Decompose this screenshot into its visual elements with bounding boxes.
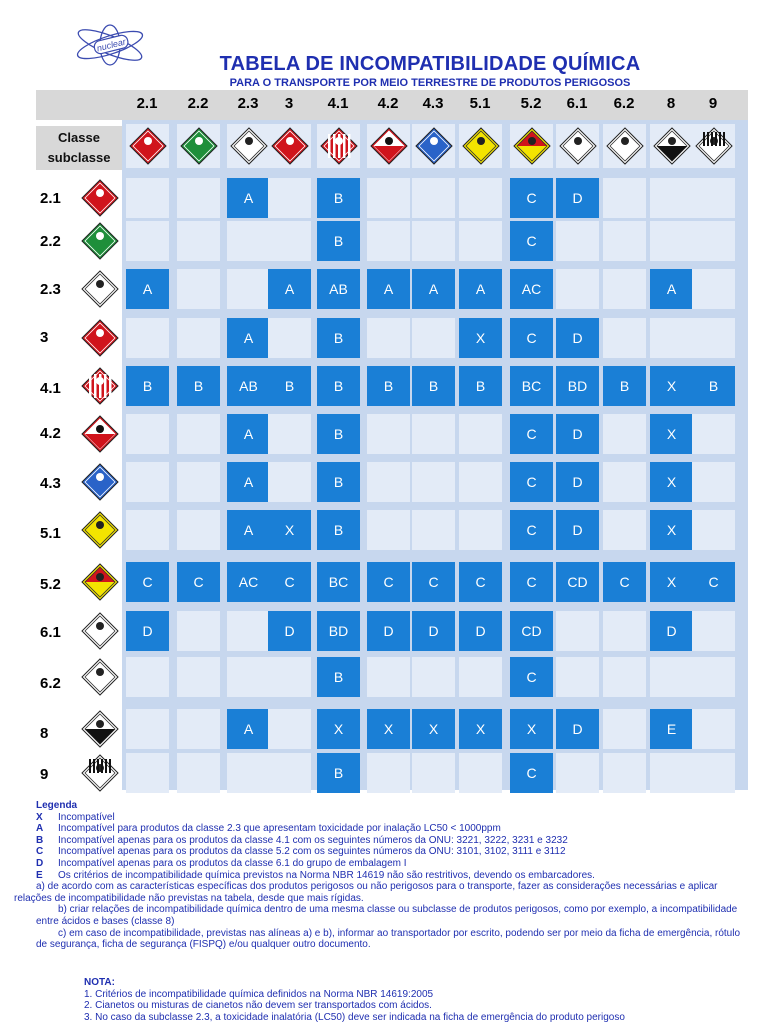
- matrix-cell-6.2-4.2: [367, 657, 410, 697]
- placard-cell-2.1: [126, 124, 169, 168]
- matrix-cell-9-2.2: [177, 753, 220, 793]
- page-subtitle: PARA O TRANSPORTE POR MEIO TERRESTRE DE PRODUTOS PERIGOSOS: [229, 77, 631, 89]
- matrix-cell-9-4.1: B: [317, 753, 360, 793]
- matrix-cell-4.2-4.1: B: [317, 414, 360, 454]
- row-label-text: 6.2: [40, 675, 61, 692]
- row-placard-2.1: [78, 178, 122, 218]
- matrix-cell-5.1-2.1: [126, 510, 169, 550]
- matrix-cell-2.3-2.3: [227, 269, 270, 309]
- matrix-cell-5.1-9: [692, 510, 735, 550]
- matrix-cell-5.1-6.1: D: [556, 510, 599, 550]
- row-label-2.2: [36, 221, 78, 261]
- matrix-cell-2.1-5.2: C: [510, 178, 553, 218]
- legend-item-c: [36, 846, 748, 858]
- matrix-cell-9-4.3: [412, 753, 455, 793]
- row-placard-4.3: [78, 462, 122, 502]
- placard-cell-5.2: [510, 124, 553, 168]
- matrix-cell-2.2-6.2: [603, 221, 646, 261]
- hazard-placard-icon: [652, 126, 692, 166]
- matrix-cell-2.2-2.2: [177, 221, 220, 261]
- row-label-9: [36, 753, 78, 793]
- matrix-cell-6.2-3: [268, 657, 311, 697]
- matrix-cell-4.1-2.3: AB: [227, 366, 270, 406]
- matrix-cell-4.1-4.3: B: [412, 366, 455, 406]
- column-header-5.1: 5.1: [469, 95, 491, 112]
- hazard-placard-icon: [80, 510, 120, 550]
- hazard-placard-icon: [80, 318, 120, 358]
- matrix-cell-5.1-5.2: C: [510, 510, 553, 550]
- column-header-bar: [36, 90, 748, 120]
- row-placard-6.1: [78, 611, 122, 651]
- page-title: TABELA DE INCOMPATIBILIDADE QUÍMICA: [219, 53, 641, 75]
- row-placard-4.2: [78, 414, 122, 454]
- legend-text: Incompatível apenas para os produtos da classe 4.1 com os seguintes números da ONU: 3221, 3222, 3231 e 3232: [58, 834, 568, 846]
- matrix-cell-9-4.2: [367, 753, 410, 793]
- row-label-5.1: [36, 510, 78, 550]
- matrix-cell-9-6.1: [556, 753, 599, 793]
- row-placard-2.2: [78, 221, 122, 261]
- row-label-text: 6.1: [40, 624, 61, 641]
- legend-key: A: [36, 823, 44, 835]
- hazard-placard-icon: [512, 126, 552, 166]
- matrix-cell-6.1-2.2: [177, 611, 220, 651]
- row-label-2.3: [36, 269, 78, 309]
- matrix-cell-3-6.2: [603, 318, 646, 358]
- row-label-4.3: [36, 462, 78, 502]
- matrix-cell-6.2-9: [692, 657, 735, 697]
- row-label-3: [36, 318, 78, 358]
- matrix-cell-4.2-2.2: [177, 414, 220, 454]
- row-label-4.2: [36, 414, 78, 454]
- legend-text: Incompatível apenas para os produtos da classe 5.2 com os seguintes números da ONU: 3101, 3102, 3111 e 3112: [58, 846, 566, 858]
- hazard-placard-icon: [80, 462, 120, 502]
- logo-text: nuclear: [95, 36, 127, 54]
- matrix-cell-9-3: [268, 753, 311, 793]
- legend-title: Legenda: [36, 800, 78, 811]
- row-placard-4.1: [78, 366, 122, 406]
- matrix-cell-5.2-9: C: [692, 562, 735, 602]
- matrix-cell-2.1-6.1: D: [556, 178, 599, 218]
- matrix-cell-9-5.1: [459, 753, 502, 793]
- matrix-cell-2.2-3: [268, 221, 311, 261]
- matrix-cell-5.2-2.2: C: [177, 562, 220, 602]
- placard-cell-4.2: [367, 124, 410, 168]
- legend-key: C: [36, 846, 44, 858]
- row-placard-2.3: [78, 269, 122, 309]
- matrix-cell-5.2-8: X: [650, 562, 693, 602]
- matrix-cell-4.2-4.2: [367, 414, 410, 454]
- corner-label: [36, 126, 122, 170]
- matrix-cell-2.2-2.3: [227, 221, 270, 261]
- legend-text: Incompatível: [58, 811, 115, 823]
- matrix-cell-2.1-2.3: A: [227, 178, 270, 218]
- hazard-placard-icon: [694, 126, 734, 166]
- matrix-cell-2.1-4.3: [412, 178, 455, 218]
- hazard-placard-icon: [414, 126, 454, 166]
- matrix-cell-3-3: [268, 318, 311, 358]
- hazard-placard-icon: [80, 366, 120, 406]
- placard-cell-4.3: [412, 124, 455, 168]
- matrix-cell-6.2-8: [650, 657, 693, 697]
- row-placard-6.2: [78, 657, 122, 697]
- matrix-cell-9-8: [650, 753, 693, 793]
- hazard-placard-icon: [179, 126, 219, 166]
- hazard-placard-icon: [80, 221, 120, 261]
- matrix-cell-2.2-5.2: C: [510, 221, 553, 261]
- incompatibility-grid: [122, 120, 748, 790]
- legend-key: X: [36, 811, 43, 823]
- row-label-text: 5.2: [40, 576, 61, 593]
- matrix-cell-4.2-6.2: [603, 414, 646, 454]
- matrix-cell-2.3-3: A: [268, 269, 311, 309]
- nuclear-logo: [72, 22, 148, 68]
- matrix-cell-2.2-5.1: [459, 221, 502, 261]
- matrix-cell-4.3-2.1: [126, 462, 169, 502]
- row-label-text: 4.2: [40, 425, 61, 442]
- nota-item: 1. Critérios de incompatibilidade química definidos na Norma NBR 14619:2005: [84, 988, 434, 1000]
- matrix-cell-6.2-4.1: B: [317, 657, 360, 697]
- placard-cell-9: [692, 124, 735, 168]
- matrix-cell-3-9: [692, 318, 735, 358]
- matrix-cell-5.1-4.1: B: [317, 510, 360, 550]
- matrix-cell-4.2-3: [268, 414, 311, 454]
- row-label-8: [36, 709, 78, 749]
- corner-label-line2: subclasse: [47, 150, 111, 165]
- matrix-cell-4.3-2.3: A: [227, 462, 270, 502]
- matrix-cell-2.2-9: [692, 221, 735, 261]
- matrix-cell-8-2.1: [126, 709, 169, 749]
- matrix-cell-6.2-5.1: [459, 657, 502, 697]
- matrix-cell-6.2-2.2: [177, 657, 220, 697]
- matrix-cell-5.2-6.1: CD: [556, 562, 599, 602]
- nota-item: 2. Cianetos ou misturas de cianetos não devem ser transportados com ácidos.: [84, 1000, 432, 1012]
- matrix-cell-4.1-4.1: B: [317, 366, 360, 406]
- matrix-cell-3-4.1: B: [317, 318, 360, 358]
- legend-key: E: [36, 869, 43, 881]
- matrix-cell-5.2-2.1: C: [126, 562, 169, 602]
- matrix-cell-2.2-4.1: B: [317, 221, 360, 261]
- matrix-cell-8-2.2: [177, 709, 220, 749]
- column-header-6.1: 6.1: [566, 95, 588, 112]
- matrix-cell-3-5.2: C: [510, 318, 553, 358]
- placard-cell-3: [268, 124, 311, 168]
- row-placard-5.1: [78, 510, 122, 550]
- matrix-cell-2.1-2.1: [126, 178, 169, 218]
- matrix-cell-5.2-3: C: [268, 562, 311, 602]
- matrix-cell-2.3-5.1: A: [459, 269, 502, 309]
- matrix-cell-6.1-5.1: D: [459, 611, 502, 651]
- hazard-placard-icon: [80, 178, 120, 218]
- matrix-cell-6.1-5.2: CD: [510, 611, 553, 651]
- legend-item-e: [36, 870, 748, 882]
- nota-item: 3. No caso da subclasse 2.3, a toxicidade inalatória (LC50) deve ser indicada na ficha de emergência do produto perigoso: [84, 1011, 625, 1023]
- matrix-cell-4.3-4.3: [412, 462, 455, 502]
- row-placard-8: [78, 709, 122, 749]
- matrix-cell-6.1-4.1: BD: [317, 611, 360, 651]
- matrix-cell-9-2.1: [126, 753, 169, 793]
- matrix-cell-3-8: [650, 318, 693, 358]
- matrix-cell-5.1-4.3: [412, 510, 455, 550]
- matrix-cell-3-2.2: [177, 318, 220, 358]
- row-label-2.1: [36, 178, 78, 218]
- column-header-4.3: 4.3: [422, 95, 444, 112]
- matrix-cell-2.3-5.2: AC: [510, 269, 553, 309]
- legend-key: D: [36, 857, 44, 869]
- matrix-cell-2.3-9: [692, 269, 735, 309]
- matrix-cell-6.1-8: D: [650, 611, 693, 651]
- matrix-cell-6.2-2.3: [227, 657, 270, 697]
- column-header-5.2: 5.2: [520, 95, 542, 112]
- hazard-placard-icon: [229, 126, 269, 166]
- column-header-6.2: 6.2: [613, 95, 635, 112]
- matrix-cell-6.2-6.2: [603, 657, 646, 697]
- placard-cell-2.2: [177, 124, 220, 168]
- matrix-cell-4.1-3: B: [268, 366, 311, 406]
- row-label-text: 2.3: [40, 281, 61, 298]
- matrix-cell-5.2-4.1: BC: [317, 562, 360, 602]
- matrix-cell-6.1-4.3: D: [412, 611, 455, 651]
- matrix-cell-8-9: [692, 709, 735, 749]
- matrix-cell-2.2-4.2: [367, 221, 410, 261]
- legend: [14, 800, 748, 951]
- hazard-placard-icon: [80, 611, 120, 651]
- matrix-cell-5.1-6.2: [603, 510, 646, 550]
- hazard-placard-icon: [558, 126, 598, 166]
- matrix-cell-3-2.1: [126, 318, 169, 358]
- hazard-placard-icon: [80, 562, 120, 602]
- hazard-placard-icon: [319, 126, 359, 166]
- matrix-cell-4.3-5.1: [459, 462, 502, 502]
- matrix-cell-2.2-4.3: [412, 221, 455, 261]
- matrix-cell-2.3-6.2: [603, 269, 646, 309]
- matrix-cell-4.2-4.3: [412, 414, 455, 454]
- placard-cell-5.1: [459, 124, 502, 168]
- matrix-cell-8-4.2: X: [367, 709, 410, 749]
- column-header-9: 9: [708, 95, 718, 112]
- hazard-placard-icon: [80, 753, 120, 793]
- matrix-cell-2.3-4.2: A: [367, 269, 410, 309]
- matrix-cell-9-9: [692, 753, 735, 793]
- matrix-cell-3-6.1: D: [556, 318, 599, 358]
- legend-note-a: a) de acordo com as características específicas dos produtos perigosos ou não perigosos para o transporte, fazer as considerações necessárias e aplicar relações de incompatibilidade não previstas na tabela, desde que mais rígidas.: [14, 881, 718, 904]
- hazard-placard-icon: [80, 657, 120, 697]
- row-label-5.2: [36, 562, 78, 602]
- matrix-cell-8-5.2: X: [510, 709, 553, 749]
- matrix-cell-3-4.2: [367, 318, 410, 358]
- row-placard-3: [78, 318, 122, 358]
- matrix-cell-4.1-2.2: B: [177, 366, 220, 406]
- matrix-cell-5.2-2.3: AC: [227, 562, 270, 602]
- row-label-6.2: [36, 657, 78, 697]
- nota-title: NOTA:: [84, 977, 115, 988]
- matrix-cell-5.1-5.1: [459, 510, 502, 550]
- matrix-cell-8-3: [268, 709, 311, 749]
- matrix-cell-2.3-4.3: A: [412, 269, 455, 309]
- matrix-cell-9-2.3: [227, 753, 270, 793]
- hazard-placard-icon: [80, 709, 120, 749]
- legend-item-b: [36, 835, 748, 847]
- matrix-cell-4.2-5.2: C: [510, 414, 553, 454]
- matrix-cell-6.1-4.2: D: [367, 611, 410, 651]
- hazard-placard-icon: [128, 126, 168, 166]
- row-label-text: 9: [40, 766, 49, 783]
- matrix-cell-2.3-6.1: [556, 269, 599, 309]
- hazard-placard-icon: [605, 126, 645, 166]
- row-label-text: 4.1: [40, 380, 61, 397]
- matrix-cell-5.2-5.1: C: [459, 562, 502, 602]
- matrix-cell-2.1-4.1: B: [317, 178, 360, 218]
- placard-cell-6.1: [556, 124, 599, 168]
- matrix-cell-4.2-8: X: [650, 414, 693, 454]
- hazard-placard-icon: [80, 414, 120, 454]
- row-label-text: 2.1: [40, 190, 61, 207]
- legend-item-d: [36, 858, 748, 870]
- matrix-cell-2.2-8: [650, 221, 693, 261]
- matrix-cell-4.3-2.2: [177, 462, 220, 502]
- matrix-cell-5.2-4.2: C: [367, 562, 410, 602]
- matrix-cell-2.1-2.2: [177, 178, 220, 218]
- hazard-placard-icon: [270, 126, 310, 166]
- matrix-cell-2.1-8: [650, 178, 693, 218]
- placard-cell-8: [650, 124, 693, 168]
- matrix-cell-3-4.3: [412, 318, 455, 358]
- matrix-cell-8-5.1: X: [459, 709, 502, 749]
- matrix-cell-6.1-3: D: [268, 611, 311, 651]
- legend-key: B: [36, 834, 44, 846]
- row-label-6.1: [36, 611, 78, 651]
- matrix-cell-4.3-3: [268, 462, 311, 502]
- matrix-cell-5.1-8: X: [650, 510, 693, 550]
- matrix-cell-5.1-2.2: [177, 510, 220, 550]
- matrix-cell-2.2-6.1: [556, 221, 599, 261]
- matrix-cell-3-5.1: X: [459, 318, 502, 358]
- matrix-cell-2.1-9: [692, 178, 735, 218]
- column-header-2.2: 2.2: [187, 95, 209, 112]
- matrix-cell-2.1-3: [268, 178, 311, 218]
- hazard-placard-icon: [461, 126, 501, 166]
- matrix-cell-5.2-4.3: C: [412, 562, 455, 602]
- matrix-cell-3-2.3: A: [227, 318, 270, 358]
- matrix-cell-4.1-5.1: B: [459, 366, 502, 406]
- matrix-cell-4.3-8: X: [650, 462, 693, 502]
- row-label-text: 4.3: [40, 475, 61, 492]
- matrix-cell-9-5.2: C: [510, 753, 553, 793]
- row-label-text: 2.2: [40, 233, 61, 250]
- matrix-cell-8-6.1: D: [556, 709, 599, 749]
- matrix-cell-8-8: E: [650, 709, 693, 749]
- matrix-cell-8-6.2: [603, 709, 646, 749]
- matrix-cell-2.3-2.2: [177, 269, 220, 309]
- matrix-cell-2.1-4.2: [367, 178, 410, 218]
- legend-item-a: [36, 823, 748, 835]
- placard-cell-2.3: [227, 124, 270, 168]
- matrix-cell-5.1-2.3: A: [227, 510, 270, 550]
- column-header-4.1: 4.1: [327, 95, 349, 112]
- hazard-placard-icon: [369, 126, 409, 166]
- matrix-cell-9-6.2: [603, 753, 646, 793]
- row-label-4.1: [36, 366, 78, 406]
- matrix-cell-6.1-2.1: D: [126, 611, 169, 651]
- matrix-cell-2.3-4.1: AB: [317, 269, 360, 309]
- matrix-cell-4.1-8: X: [650, 366, 693, 406]
- legend-text: Incompatível para produtos da classe 2.3 que apresentam toxicidade por inalação LC50 < 1000ppm: [58, 823, 501, 835]
- matrix-cell-5.2-6.2: C: [603, 562, 646, 602]
- matrix-cell-6.1-9: [692, 611, 735, 651]
- matrix-cell-5.2-5.2: C: [510, 562, 553, 602]
- matrix-cell-4.3-4.2: [367, 462, 410, 502]
- matrix-cell-2.2-2.1: [126, 221, 169, 261]
- matrix-cell-4.2-6.1: D: [556, 414, 599, 454]
- matrix-cell-4.1-9: B: [692, 366, 735, 406]
- matrix-cell-4.3-4.1: B: [317, 462, 360, 502]
- column-header-8: 8: [666, 95, 676, 112]
- column-header-3: 3: [284, 95, 294, 112]
- matrix-cell-4.3-9: [692, 462, 735, 502]
- matrix-cell-8-2.3: A: [227, 709, 270, 749]
- matrix-cell-4.1-6.1: BD: [556, 366, 599, 406]
- column-header-2.1: 2.1: [136, 95, 158, 112]
- legend-text: Os critérios de incompatibilidade química previstos na Norma NBR 14619 não são restritivos, devendo os embarcadores.: [58, 869, 595, 881]
- matrix-cell-2.1-5.1: [459, 178, 502, 218]
- matrix-cell-4.1-4.2: B: [367, 366, 410, 406]
- hazard-placard-icon: [80, 269, 120, 309]
- matrix-cell-6.1-6.2: [603, 611, 646, 651]
- row-placard-5.2: [78, 562, 122, 602]
- matrix-cell-5.1-4.2: [367, 510, 410, 550]
- matrix-cell-4.2-5.1: [459, 414, 502, 454]
- matrix-cell-4.3-5.2: C: [510, 462, 553, 502]
- row-label-text: 5.1: [40, 525, 61, 542]
- legend-note-b: b) criar relações de incompatibilidade química dentro de uma mesma classe ou subclasse de produtos perigosos, como por exemplo, a incompatibilidade entre ácidos e bases (classe 8): [36, 904, 738, 927]
- matrix-cell-4.1-5.2: BC: [510, 366, 553, 406]
- row-placard-9: [78, 753, 122, 793]
- corner-label-line1: Classe: [58, 130, 100, 145]
- matrix-cell-4.2-2.3: A: [227, 414, 270, 454]
- matrix-cell-6.1-2.3: [227, 611, 270, 651]
- legend-item-x: [36, 812, 748, 824]
- matrix-cell-4.3-6.2: [603, 462, 646, 502]
- matrix-cell-6.2-2.1: [126, 657, 169, 697]
- matrix-cell-8-4.3: X: [412, 709, 455, 749]
- column-header-2.3: 2.3: [237, 95, 259, 112]
- legend-note-c: c) em caso de incompatibilidade, previstas nas alíneas a) e b), informar ao transportador por escrito, podendo ser por meio da ficha de emergência, rótulo de segurança, ficha de segurança (FISPQ) e/ou qualquer outro documento.: [36, 927, 741, 951]
- matrix-cell-5.1-3: X: [268, 510, 311, 550]
- matrix-cell-4.1-2.1: B: [126, 366, 169, 406]
- row-label-text: 3: [40, 329, 49, 346]
- matrix-cell-6.2-5.2: C: [510, 657, 553, 697]
- matrix-cell-4.1-6.2: B: [603, 366, 646, 406]
- row-label-text: 8: [40, 725, 49, 742]
- matrix-cell-6.2-4.3: [412, 657, 455, 697]
- matrix-cell-6.2-6.1: [556, 657, 599, 697]
- matrix-cell-2.1-6.2: [603, 178, 646, 218]
- column-header-4.2: 4.2: [377, 95, 399, 112]
- matrix-cell-4.2-2.1: [126, 414, 169, 454]
- matrix-cell-2.3-2.1: A: [126, 269, 169, 309]
- matrix-cell-4.3-6.1: D: [556, 462, 599, 502]
- placard-cell-4.1: [317, 124, 360, 168]
- matrix-cell-2.3-8: A: [650, 269, 693, 309]
- matrix-cell-4.2-9: [692, 414, 735, 454]
- nota-block: [84, 977, 625, 1023]
- matrix-cell-6.1-6.1: [556, 611, 599, 651]
- legend-text: Incompatível apenas para os produtos da classe 6.1 do grupo de embalagem I: [58, 857, 407, 869]
- matrix-cell-8-4.1: X: [317, 709, 360, 749]
- placard-cell-6.2: [603, 124, 646, 168]
